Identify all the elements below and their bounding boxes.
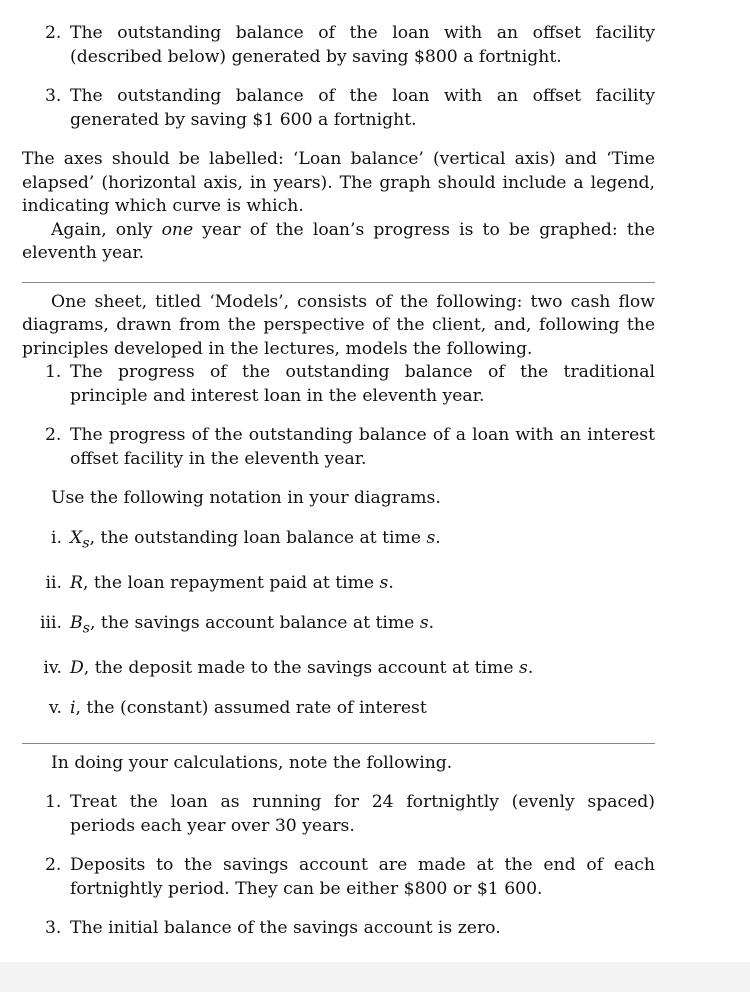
math-symbol: i — [70, 698, 76, 719]
text-span: . — [428, 612, 435, 633]
list-item-text: The initial balance of the savings account is zero. — [70, 918, 501, 939]
list-item — [22, 697, 655, 721]
text-span: , the outstanding loan balance at time — [89, 527, 427, 548]
math-variable: s — [419, 612, 429, 633]
text-span: year of the loan’s progress is to be graphed: the eleventh year. — [22, 219, 655, 263]
list-item — [22, 424, 655, 471]
list-item-text — [70, 657, 655, 681]
list-number: v. — [48, 698, 62, 719]
math-symbol: X — [70, 527, 83, 548]
list-item-text: The outstanding balance of the loan with an offset facility generated by saving $1 600 a fortnight. — [70, 86, 655, 130]
list-number: 2. — [45, 855, 62, 876]
list-item — [22, 527, 655, 556]
horizontal-rule — [22, 743, 655, 744]
models-list — [22, 361, 655, 471]
axes-paragraph: The axes should be labelled: ‘Loan balance’ (vertical axis) and ‘Time elapsed’ (horizontal axis, in years). The graph should include a legend, indicating which curve is which. — [22, 149, 655, 216]
list-item-text — [70, 612, 655, 641]
notation-list — [22, 527, 655, 721]
emphasis-text: one — [161, 219, 194, 240]
text-span: . — [527, 658, 534, 679]
list-item — [22, 917, 655, 941]
math-subscript: s — [82, 620, 90, 637]
list-number: 1. — [45, 792, 62, 813]
list-number: iii. — [40, 612, 62, 633]
graph-curves-list — [22, 22, 655, 132]
text-span: . — [435, 527, 441, 548]
list-number: 2. — [45, 23, 62, 43]
list-item-text — [70, 527, 655, 556]
list-number: 2. — [45, 425, 62, 445]
list-number: 3. — [45, 86, 62, 106]
text-span: , the savings account balance at time — [90, 612, 420, 633]
math-symbol: D — [70, 658, 84, 679]
list-item — [22, 85, 655, 132]
list-number: i. — [51, 527, 62, 548]
models-intro-paragraph: One sheet, titled ‘Models’, consists of the following: two cash flow diagrams, drawn from the perspective of the client, and, following the principles developed in the lectures, models the following. — [22, 291, 655, 359]
list-item-text — [70, 697, 655, 721]
page-bottom-margin — [0, 962, 750, 992]
horizontal-rule — [22, 282, 655, 283]
document-body — [22, 22, 655, 957]
calc-intro: In doing your calculations, note the following. — [51, 752, 453, 773]
calc-notes-list — [22, 791, 655, 941]
text-span: Again, only — [51, 219, 162, 240]
list-item-text: The progress of the outstanding balance of a loan with an interest offset facility in the eleventh year. — [70, 425, 655, 469]
list-item — [22, 572, 655, 596]
math-subscript: s — [82, 534, 90, 551]
list-number: iv. — [43, 658, 62, 679]
list-item-text: The progress of the outstanding balance of the traditional principle and interest loan in the eleventh year. — [70, 362, 655, 406]
math-variable: s — [426, 527, 436, 548]
math-variable: s — [379, 572, 389, 593]
list-item — [22, 22, 655, 69]
one-year-paragraph — [22, 219, 655, 266]
list-item-text: Treat the loan as running for 24 fortnightly (evenly spaced) periods each year over 30 years. — [70, 792, 655, 836]
text-span: , the (constant) assumed rate of interest — [75, 698, 427, 719]
list-item-text: The outstanding balance of the loan with an offset facility (described below) generated by saving $800 a fortnight. — [70, 23, 655, 67]
math-symbol: R — [70, 572, 83, 593]
list-number: ii. — [45, 572, 62, 593]
text-span: , the deposit made to the savings account at time — [83, 658, 519, 679]
list-item — [22, 361, 655, 408]
math-variable: s — [518, 658, 528, 679]
list-item-text: Deposits to the savings account are made at the end of each fortnightly period. They can be either $800 or $1 600. — [70, 855, 655, 899]
list-item-text — [70, 572, 655, 596]
list-item — [22, 791, 655, 838]
text-span: , the loan repayment paid at time — [82, 572, 380, 593]
math-symbol: B — [70, 612, 83, 633]
list-number: 1. — [45, 362, 62, 382]
text-span: . — [388, 572, 394, 593]
notation-intro: Use the following notation in your diagrams. — [51, 488, 441, 508]
list-item — [22, 854, 655, 901]
list-item — [22, 657, 655, 681]
list-item — [22, 612, 655, 641]
list-number: 3. — [45, 918, 62, 939]
